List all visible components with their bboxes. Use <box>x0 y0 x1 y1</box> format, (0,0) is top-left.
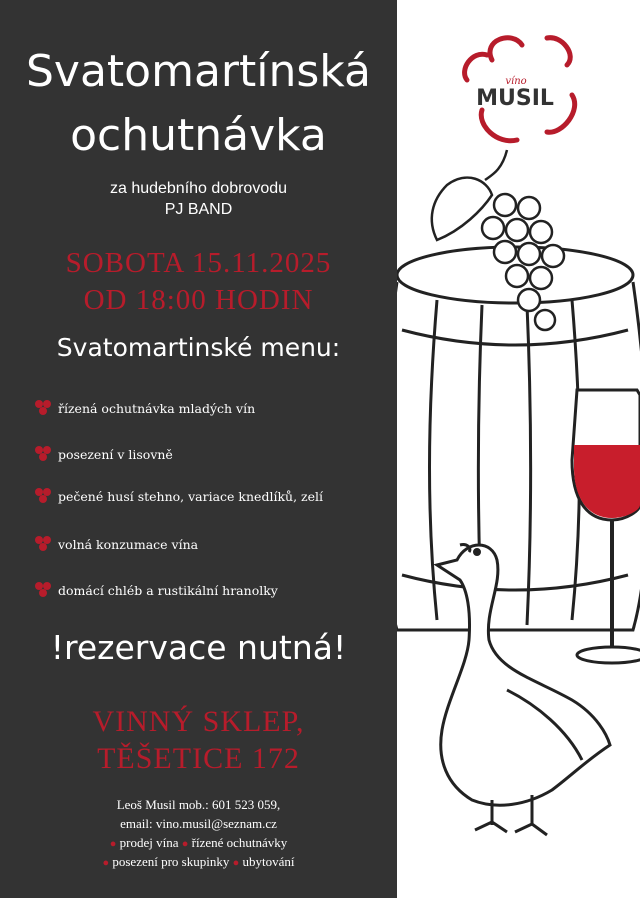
goose-icon <box>437 545 610 835</box>
logo-big-text: MUSIL <box>476 86 554 111</box>
service-item: posezení pro skupinky <box>112 854 230 869</box>
menu-item <box>34 398 255 418</box>
subtitle-line-1: za hudebního dobrovodu <box>109 180 288 197</box>
services-line-1 <box>0 833 397 854</box>
service-item: ubytování <box>242 854 295 869</box>
menu-item <box>34 486 323 506</box>
logo-small-text: víno <box>505 76 527 87</box>
illustration-panel <box>397 0 640 898</box>
menu-heading: Svatomartinské menu: <box>56 333 341 362</box>
service-item: prodej vína <box>119 835 179 850</box>
contact-phone: Leoš Musil mob.: 601 523 059, <box>116 797 281 812</box>
menu-item-text: domácí chléb a rustikální hranolky <box>58 582 278 598</box>
bullet-dot: ● <box>109 838 117 850</box>
wine-glass-icon <box>572 390 640 663</box>
event-time: OD 18:00 HODIN <box>83 284 314 316</box>
grape-bullet-icon <box>34 581 52 599</box>
logo-icon <box>465 38 575 141</box>
title-line-2: ochutnávka <box>70 110 327 161</box>
event-date: SOBOTA 15.11.2025 <box>65 247 332 279</box>
grape-bullet-icon <box>34 487 52 505</box>
bullet-dot: ● <box>102 857 110 869</box>
bullet-dot: ● <box>181 838 189 850</box>
service-item: řízené ochutnávky <box>191 835 288 850</box>
menu-item <box>34 580 278 600</box>
menu-item-text: posezení v lisovně <box>58 446 173 462</box>
menu-item <box>34 534 198 554</box>
subtitle-line-2: PJ BAND <box>164 201 233 218</box>
venue-line-2: TĚŠETICE 172 <box>97 742 300 775</box>
bullet-dot: ● <box>232 857 240 869</box>
venue-line-1: VINNÝ SKLEP, <box>92 705 305 738</box>
services-line-2 <box>0 852 397 873</box>
menu-item <box>34 444 173 464</box>
reservation-note: !rezervace nutná! <box>50 628 347 667</box>
menu-item-text: volná konzumace vína <box>58 536 199 552</box>
illustration <box>397 0 640 898</box>
grape-bullet-icon <box>34 535 52 553</box>
grape-bullet-icon <box>34 445 52 463</box>
grape-bullet-icon <box>34 399 52 417</box>
menu-item-text: pečené husí stehno, variace knedlíků, zelí <box>58 488 323 504</box>
title-line-1: Svatomartínská <box>26 46 371 97</box>
menu-item-text: řízená ochutnávka mladých vín <box>58 400 256 416</box>
contact-email: email: vino.musil@seznam.cz <box>120 816 277 831</box>
